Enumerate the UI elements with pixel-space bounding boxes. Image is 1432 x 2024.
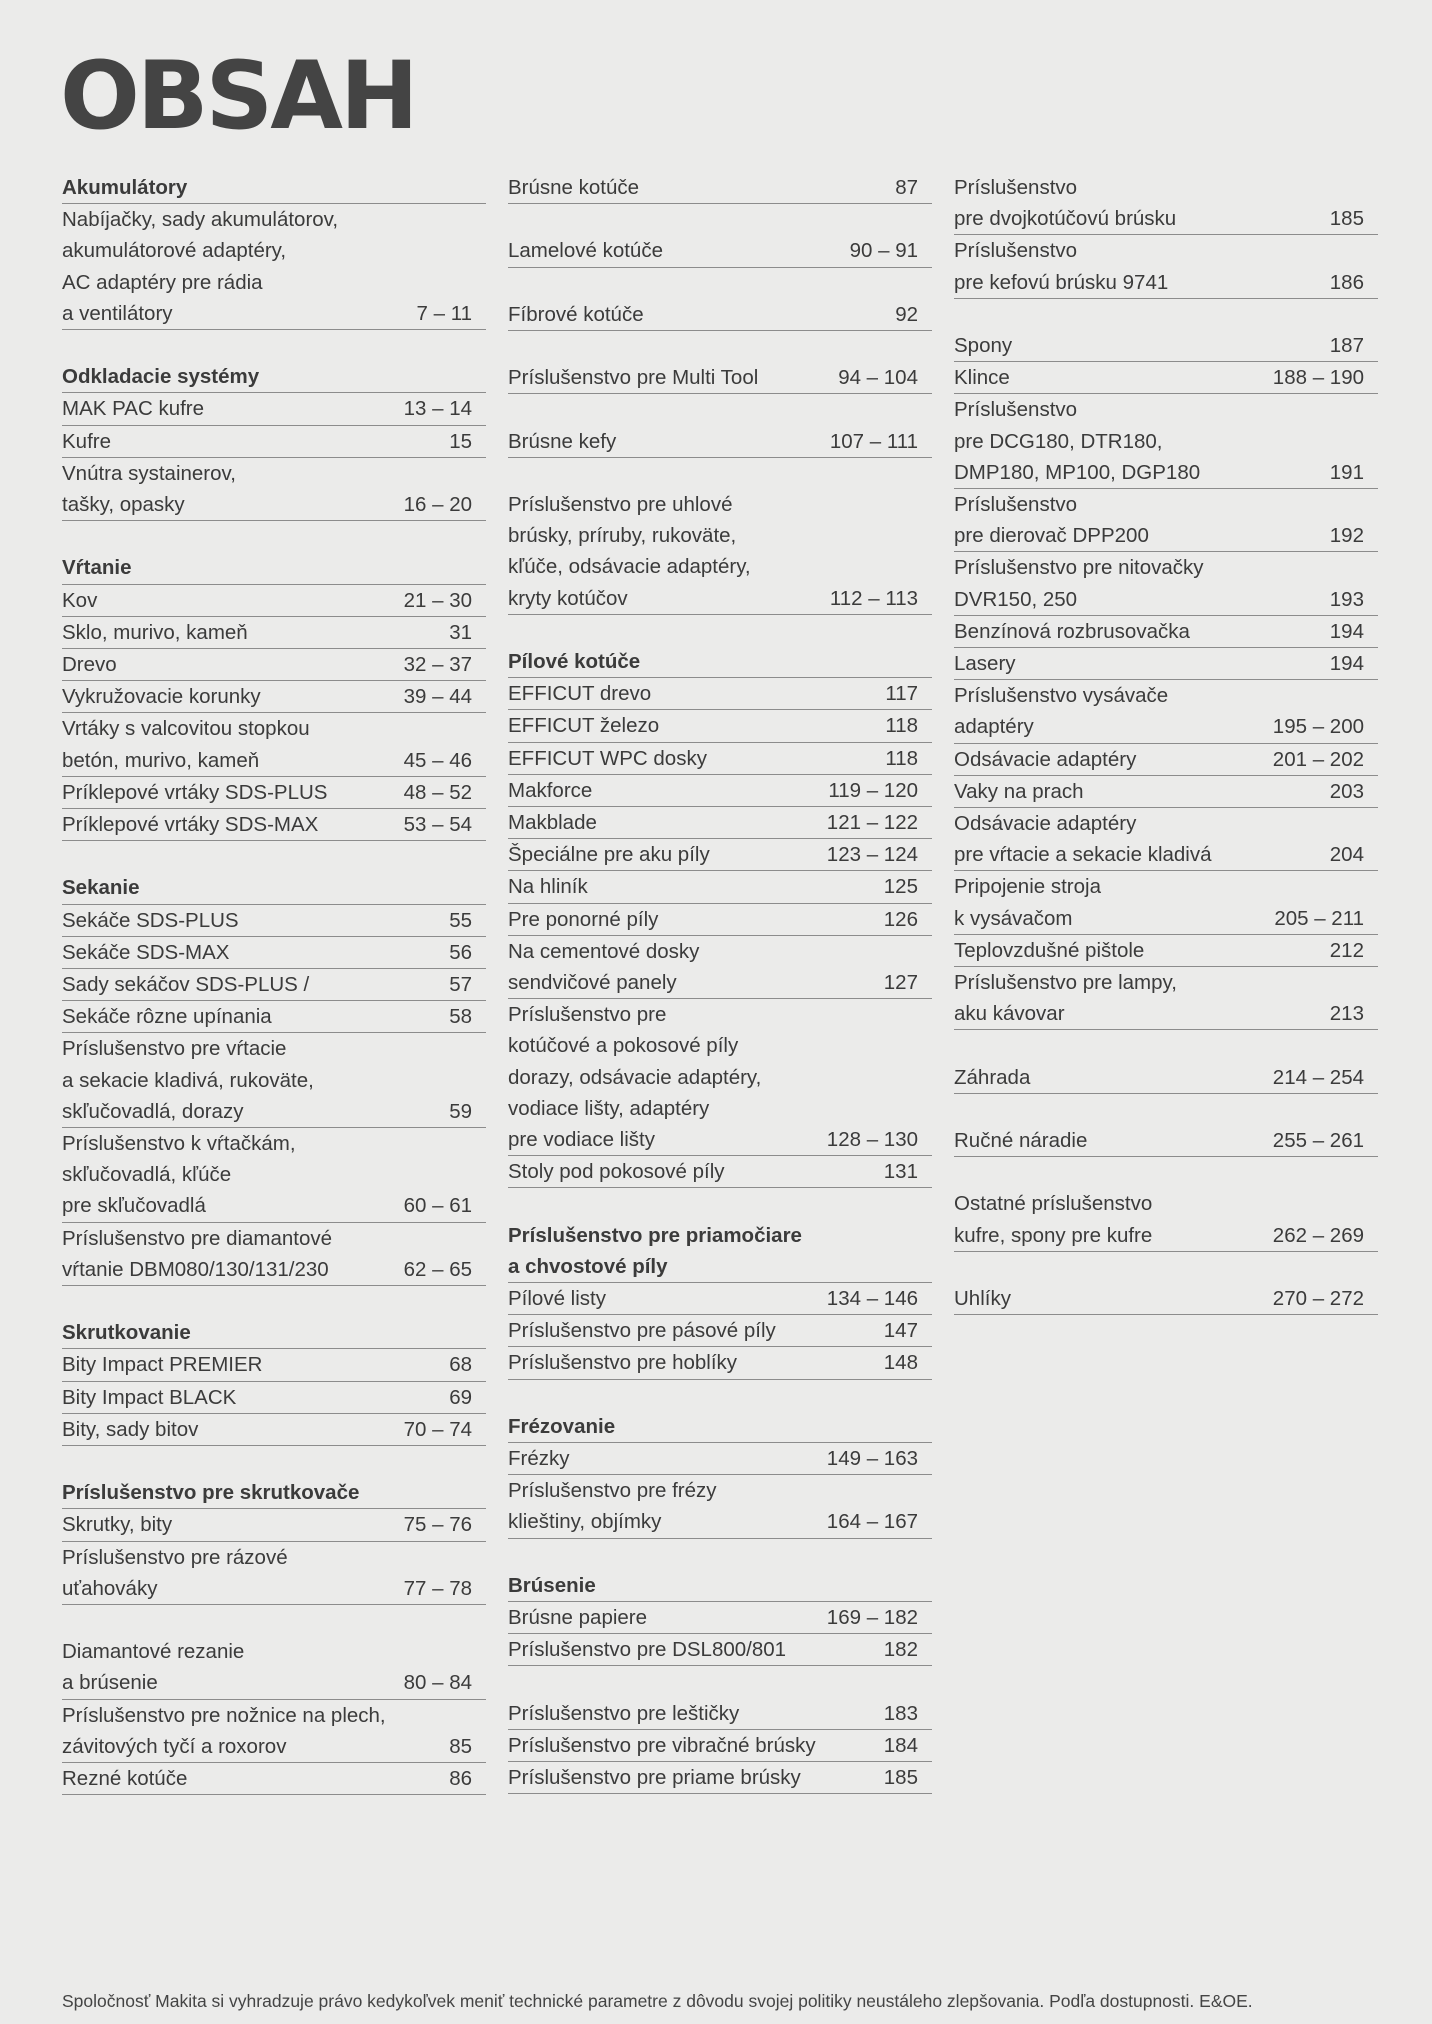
toc-entry-label: Klince	[954, 366, 1010, 390]
toc-entry	[62, 969, 486, 1001]
toc-spacer	[508, 331, 932, 362]
toc-entry-label: Stoly pod pokosové píly	[508, 1160, 725, 1184]
toc-entry-label: Záhrada	[954, 1065, 1031, 1089]
toc-entry	[954, 362, 1378, 394]
toc-column-2	[508, 172, 932, 1794]
toc-entry	[954, 616, 1378, 648]
toc-entry	[508, 1283, 932, 1315]
toc-entry-pages: 182	[883, 1638, 918, 1662]
toc-entry-pages: 203	[1329, 779, 1364, 803]
toc-entry-pages: 31	[449, 620, 472, 644]
toc-entry-label: Príklepové vrtáky SDS-MAX	[62, 813, 319, 837]
toc-entry-label: Príslušenstvo pre rázové uťahováky	[62, 1545, 288, 1600]
toc-entry-pages: 201 – 202	[1272, 747, 1364, 771]
toc-spacer	[62, 841, 486, 872]
toc-entry-pages: 45 – 46	[403, 748, 472, 772]
toc-entry-pages: 85	[449, 1734, 472, 1758]
toc-entry-pages: 58	[449, 1005, 472, 1029]
toc-entry-label: Kov	[62, 588, 98, 612]
toc-entry-label: Pre ponorné píly	[508, 907, 659, 931]
toc-entry	[954, 680, 1378, 743]
toc-entry-label: Príslušenstvo pre kefovú brúsku 9741	[954, 239, 1169, 294]
toc-entry-pages: 70 – 74	[403, 1417, 472, 1441]
toc-entry-pages: 185	[883, 1766, 918, 1789]
toc-entry	[508, 710, 932, 742]
toc-entry-pages: 128 – 130	[826, 1128, 918, 1151]
toc-entry-label: Príslušenstvo vysávače adaptéry	[954, 684, 1169, 739]
toc-spacer	[62, 1605, 486, 1636]
toc-entry	[954, 808, 1378, 871]
toc-entry-pages: 192	[1329, 524, 1364, 548]
toc-entry-label: Fíbrové kotúče	[508, 302, 644, 326]
toc-entry-label: Príslušenstvo pre DCG180, DTR180, DMP180, MP100, DGP180	[954, 398, 1201, 484]
toc-entry	[508, 1475, 932, 1538]
toc-entry-label: Spony	[954, 334, 1013, 357]
toc-entry-label: Ručné náradie	[954, 1129, 1088, 1153]
toc-entry	[508, 743, 932, 775]
toc-entry-label: EFFICUT železo	[508, 714, 660, 738]
toc-spacer	[62, 1446, 486, 1477]
toc-entry-label: Vrtáky s valcovitou stopkou betón, murivo, kameň	[62, 717, 310, 772]
toc-section-heading: Brúsenie	[508, 1570, 932, 1602]
toc-spacer	[508, 204, 932, 235]
toc-entry	[508, 426, 932, 458]
toc-entry-label: Brúsne kotúče	[508, 176, 640, 199]
toc-section-heading: Pílové kotúče	[508, 646, 932, 678]
toc-section-heading: Príslušenstvo pre skrutkovače	[62, 1477, 486, 1509]
toc-entry-pages: 92	[895, 302, 918, 326]
toc-entry	[508, 871, 932, 903]
toc-entry	[954, 172, 1378, 235]
toc-entry	[954, 330, 1378, 362]
toc-entry	[954, 648, 1378, 680]
toc-entry-label: Uhlíky	[954, 1287, 1011, 1311]
toc-entry-pages: 15	[449, 429, 472, 453]
page-title: OBSAH	[60, 42, 416, 151]
toc-entry-pages: 112 – 113	[829, 586, 918, 610]
toc-entry-label: Odsávacie adaptéry	[954, 747, 1137, 771]
toc-entry-pages: 117	[885, 682, 918, 706]
toc-entry-pages: 213	[1329, 1002, 1364, 1026]
toc-entry-pages: 127	[883, 970, 918, 994]
toc-entry-label: Benzínová rozbrusovačka	[954, 619, 1190, 643]
toc-entry-pages: 186	[1329, 270, 1364, 294]
toc-entry-label: Sady sekáčov SDS-PLUS /	[62, 973, 310, 997]
toc-section-heading: Odkladacie systémy	[62, 361, 486, 393]
toc-entry-label: Drevo	[62, 653, 117, 677]
toc-entry-label: Príklepové vrtáky SDS-PLUS	[62, 780, 328, 804]
toc-entry-pages: 48 – 52	[403, 780, 472, 804]
toc-entry-pages: 13 – 14	[403, 397, 472, 421]
toc-entry-label: Sekáče SDS-PLUS	[62, 908, 239, 932]
toc-entry	[508, 1762, 932, 1794]
toc-entry-label: Príslušenstvo pre uhlové brúsky, príruby, rukoväte, kľúče, odsávacie adaptéry, kryty kotúčov	[508, 492, 751, 610]
toc-entry	[62, 1509, 486, 1541]
toc-entry-label: Príslušenstvo pre leštičky	[508, 1701, 740, 1725]
toc-entry-label: Vykružovacie korunky	[62, 685, 261, 709]
toc-entry-pages: 69	[449, 1385, 472, 1409]
toc-entry-pages: 7 – 11	[416, 301, 472, 325]
toc-entry	[62, 458, 486, 521]
toc-entry-pages: 53 – 54	[403, 813, 472, 837]
toc-entry-label: Nabíjačky, sady akumulátorov, akumulátorové adaptéry, AC adaptéry pre rádia a ventilátory	[62, 208, 339, 325]
toc-entry-pages: 80 – 84	[403, 1671, 472, 1695]
toc-entry-label: Príslušenstvo k vŕtačkám, skľučovadlá, kľúče pre skľučovadlá	[62, 1132, 296, 1218]
toc-entry-pages: 188 – 190	[1272, 366, 1364, 390]
toc-entry-pages: 60 – 61	[403, 1194, 472, 1218]
toc-entry-label: Vnútra systainerov, tašky, opasky	[62, 461, 236, 517]
toc-entry-pages: 149 – 163	[826, 1447, 918, 1470]
toc-section-heading: Skrutkovanie	[62, 1317, 486, 1349]
toc-entry-pages: 59	[449, 1099, 472, 1123]
toc-entry-label: Pripojenie stroja k vysávačom	[954, 875, 1101, 930]
toc-entry	[62, 809, 486, 841]
toc-entry-pages: 195 – 200	[1272, 715, 1364, 739]
toc-spacer	[508, 394, 932, 425]
toc-entry	[954, 552, 1378, 615]
toc-entry-label: Frézky	[508, 1447, 570, 1470]
toc-entry-label: Príslušenstvo pre vibračné brúsky	[508, 1733, 816, 1757]
toc-entry	[508, 299, 932, 331]
toc-entry	[62, 1033, 486, 1128]
toc-entry-pages: 119 – 120	[828, 778, 918, 802]
toc-entry-label: Makforce	[508, 778, 593, 802]
toc-entry	[508, 1315, 932, 1347]
toc-entry-pages: 191	[1329, 460, 1364, 484]
toc-entry-pages: 270 – 272	[1272, 1287, 1364, 1311]
toc-entry	[954, 1062, 1378, 1094]
toc-entry-label: Príslušenstvo pre nožnice na plech, závitových tyčí a roxorov	[62, 1703, 386, 1758]
toc-entry-pages: 204	[1329, 843, 1364, 867]
toc-entry-pages: 185	[1329, 207, 1364, 231]
toc-entry-pages: 118	[885, 746, 918, 770]
toc-entry	[62, 204, 486, 330]
toc-entry-pages: 57	[449, 973, 472, 997]
toc-spacer	[508, 458, 932, 489]
toc-entry-pages: 16 – 20	[403, 493, 472, 517]
toc-entry	[954, 935, 1378, 967]
toc-entry	[62, 713, 486, 776]
toc-entry-pages: 126	[883, 907, 918, 931]
toc-entry-label: Makblade	[508, 810, 597, 834]
toc-entry-pages: 134 – 146	[826, 1287, 918, 1310]
toc-entry-pages: 68	[449, 1353, 472, 1377]
toc-entry-label: Odsávacie adaptéry pre vŕtacie a sekacie kladivá	[954, 812, 1212, 867]
toc-entry	[508, 936, 932, 999]
toc-entry-label: Na hliník	[508, 875, 588, 899]
toc-entry-pages: 94 – 104	[838, 366, 918, 390]
toc-entry-label: Skrutky, bity	[62, 1513, 173, 1537]
toc-entry	[508, 1730, 932, 1762]
toc-entry-pages: 75 – 76	[403, 1513, 472, 1537]
toc-entry-label: Príslušenstvo pre frézy klieštiny, objímky	[508, 1479, 717, 1534]
toc-entry	[62, 585, 486, 617]
toc-column-1	[62, 172, 486, 1795]
toc-entry	[62, 1700, 486, 1763]
toc-entry-pages: 164 – 167	[826, 1510, 918, 1534]
toc-entry-pages: 125	[883, 875, 918, 899]
toc-entry	[62, 1223, 486, 1286]
toc-entry	[954, 871, 1378, 934]
toc-entry	[62, 1382, 486, 1414]
toc-entry	[508, 362, 932, 394]
toc-entry	[62, 1542, 486, 1605]
toc-entry-pages: 169 – 182	[826, 1606, 918, 1629]
toc-entry	[508, 678, 932, 710]
toc-entry-label: Ostatné príslušenstvo kufre, spony pre kufre	[954, 1192, 1153, 1247]
toc-entry-label: Diamantové rezanie a brúsenie	[62, 1640, 245, 1695]
toc-entry	[62, 1636, 486, 1699]
toc-entry-label: Brúsne papiere	[508, 1606, 648, 1629]
toc-entry	[954, 489, 1378, 552]
toc-entry-pages: 205 – 211	[1274, 906, 1364, 930]
toc-entry-pages: 184	[883, 1733, 918, 1757]
toc-entry	[508, 1156, 932, 1188]
toc-entry-label: Príslušenstvo pre hoblíky	[508, 1351, 738, 1375]
toc-spacer	[62, 1286, 486, 1317]
toc-entry-pages: 32 – 37	[403, 653, 472, 677]
toc-entry	[508, 1698, 932, 1730]
toc-spacer	[508, 1188, 932, 1219]
toc-entry-label: Sekáče rôzne upínania	[62, 1005, 272, 1029]
toc-entry-label: Príslušenstvo pre DSL800/801	[508, 1638, 787, 1662]
toc-entry	[508, 775, 932, 807]
toc-entry-pages: 121 – 122	[826, 810, 918, 834]
toc-entry-label: Lamelové kotúče	[508, 239, 663, 263]
toc-entry	[954, 235, 1378, 298]
toc-entry-pages: 55	[449, 908, 472, 932]
toc-entry-pages: 187	[1329, 334, 1364, 357]
toc-entry-pages: 255 – 261	[1272, 1129, 1364, 1153]
toc-entry	[954, 744, 1378, 776]
toc-section-heading: Vŕtanie	[62, 552, 486, 584]
toc-entry-label: Teplovzdušné pištole	[954, 938, 1145, 962]
toc-entry-pages: 262 – 269	[1272, 1223, 1364, 1247]
toc-entry-label: Príslušenstvo pre pásové píly	[508, 1319, 776, 1343]
toc-entry	[62, 617, 486, 649]
toc-entry-label: Príslušenstvo pre kotúčové a pokosové píly dorazy, odsávacie adaptéry, vodiace lišty, adaptéry pre vodiace lišty	[508, 1003, 762, 1151]
toc-section-heading: Frézovanie	[508, 1411, 932, 1443]
toc-spacer	[62, 521, 486, 552]
toc-entry	[508, 999, 932, 1156]
toc-entry	[954, 1283, 1378, 1315]
toc-entry	[954, 1188, 1378, 1251]
toc-entry-label: Príslušenstvo pre lampy, aku kávovar	[954, 971, 1177, 1026]
toc-entry	[508, 1443, 932, 1475]
toc-entry-label: Lasery	[954, 652, 1016, 676]
toc-entry-label: Príslušenstvo pre priame brúsky	[508, 1766, 801, 1789]
toc-entry-pages: 56	[449, 940, 472, 964]
toc-entry	[62, 1414, 486, 1446]
toc-entry-pages: 21 – 30	[403, 588, 472, 612]
toc-entry	[62, 1001, 486, 1033]
toc-entry-label: Príslušenstvo pre Multi Tool	[508, 366, 759, 390]
toc-entry-pages: 90 – 91	[849, 239, 918, 263]
toc-entry	[508, 1347, 932, 1379]
toc-entry-pages: 107 – 111	[829, 429, 918, 453]
toc-entry-label: Príslušenstvo pre dvojkotúčovú brúsku	[954, 176, 1177, 231]
toc-entry	[62, 937, 486, 969]
toc-spacer	[954, 1252, 1378, 1283]
toc-entry	[954, 776, 1378, 808]
toc-entry-pages: 147	[883, 1319, 918, 1343]
toc-entry-label: Na cementové dosky sendvičové panely	[508, 939, 700, 994]
toc-entry	[62, 1763, 486, 1795]
toc-column-3	[954, 172, 1378, 1315]
toc-entry	[508, 1602, 932, 1634]
toc-entry-pages: 123 – 124	[826, 843, 918, 867]
toc-entry-label: Sklo, murivo, kameň	[62, 620, 248, 644]
toc-entry-pages: 148	[883, 1351, 918, 1375]
toc-spacer	[508, 268, 932, 299]
toc-entry-pages: 194	[1329, 619, 1364, 643]
toc-entry-label: Bity Impact BLACK	[62, 1385, 237, 1409]
toc-entry	[62, 1349, 486, 1381]
toc-entry-pages: 77 – 78	[403, 1576, 472, 1600]
toc-spacer	[954, 1094, 1378, 1125]
toc-entry	[62, 777, 486, 809]
toc-entry-pages: 194	[1329, 652, 1364, 676]
toc-spacer	[954, 299, 1378, 330]
toc-entry-label: Rezné kotúče	[62, 1767, 188, 1791]
footer-disclaimer: Spoločnosť Makita si vyhradzuje právo kedykoľvek meniť technické parametre z dôvodu svojej politiky neustáleho zlepšovania. Podľa dostupnosti. E&OE.	[62, 1991, 1253, 2011]
toc-section-heading: Príslušenstvo pre priamočiare a chvostové píly	[508, 1220, 932, 1283]
toc-entry	[62, 1128, 486, 1223]
toc-entry	[508, 807, 932, 839]
toc-entry	[508, 904, 932, 936]
toc-entry-pages: 87	[895, 176, 918, 199]
toc-entry-pages: 86	[449, 1767, 472, 1791]
toc-entry-label: Príslušenstvo pre dierovač DPP200	[954, 493, 1149, 548]
toc-entry	[62, 681, 486, 713]
toc-entry	[954, 394, 1378, 489]
toc-entry	[508, 1634, 932, 1666]
toc-entry	[62, 649, 486, 681]
toc-entry-pages: 131	[883, 1160, 918, 1184]
toc-entry-label: Brúsne kefy	[508, 429, 617, 453]
toc-section-heading: Sekanie	[62, 872, 486, 904]
toc-section-heading: Akumulátory	[62, 172, 486, 204]
toc-entry	[508, 839, 932, 871]
toc-spacer	[954, 1030, 1378, 1061]
toc-spacer	[508, 1666, 932, 1697]
toc-spacer	[508, 1380, 932, 1411]
toc-spacer	[508, 1539, 932, 1570]
toc-entry-label: Príslušenstvo pre vŕtacie a sekacie kladivá, rukoväte, skľučovadlá, dorazy	[62, 1037, 314, 1123]
toc-entry	[954, 967, 1378, 1030]
toc-spacer	[62, 330, 486, 361]
toc-entry-pages: 183	[883, 1701, 918, 1725]
toc-entry-label: Sekáče SDS-MAX	[62, 940, 230, 964]
toc-entry-pages: 193	[1329, 587, 1364, 611]
toc-entry-label: Pílové listy	[508, 1287, 606, 1310]
toc-entry-label: Vaky na prach	[954, 779, 1084, 803]
toc-entry-label: Bity, sady bitov	[62, 1417, 199, 1441]
toc-entry	[508, 172, 932, 204]
toc-entry-label: MAK PAC kufre	[62, 397, 205, 421]
toc-entry-label: EFFICUT drevo	[508, 682, 652, 706]
toc-entry-pages: 39 – 44	[403, 685, 472, 709]
toc-spacer	[954, 1157, 1378, 1188]
toc-entry	[508, 489, 932, 615]
toc-entry-label: Príslušenstvo pre nitovačky DVR150, 250	[954, 556, 1204, 611]
toc-entry-pages: 214 – 254	[1272, 1065, 1364, 1089]
toc-entry-label: Kufre	[62, 429, 111, 453]
toc-entry	[62, 393, 486, 425]
toc-entry	[62, 905, 486, 937]
toc-entry-label: EFFICUT WPC dosky	[508, 746, 707, 770]
toc-entry	[954, 1125, 1378, 1157]
toc-entry-pages: 118	[885, 714, 918, 738]
toc-entry-label: Špeciálne pre aku píly	[508, 843, 710, 867]
toc-entry-label: Príslušenstvo pre diamantové vŕtanie DBM080/130/131/230	[62, 1226, 333, 1281]
toc-entry-pages: 62 – 65	[403, 1257, 472, 1281]
toc-spacer	[508, 615, 932, 646]
toc-entry	[62, 426, 486, 458]
toc-entry-label: Bity Impact PREMIER	[62, 1353, 263, 1377]
toc-entry	[508, 235, 932, 267]
toc-entry-pages: 212	[1329, 938, 1364, 962]
